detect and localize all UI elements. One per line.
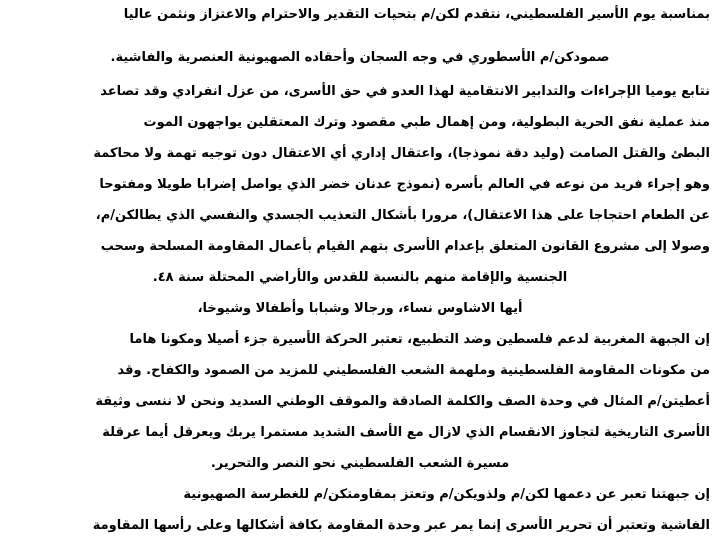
text-line-6: وهو إجراء فريد من نوعه في العالم بأسره (نموذج عدنان خضر الذي يواصل إضرابا طويلا ومفتوحا	[99, 177, 710, 192]
text-line-17: الفاشية وتعتبر أن تحرير الأسرى إنما يمر عبر وحدة المقاومة بكافة أشكالها وعلى رأسها المقاومة	[92, 518, 710, 533]
text-line-2: صمودكن/م الأسطوري في وجه السجان وأحقاده الصهيونية العنصرية والفاشية.	[110, 50, 610, 65]
text-line-16: إن جبهتنا تعبر عن دعمها لكن/م ولذويكن/م وتعتز بمقاومتكن/م للغطرسة الصهيونية	[183, 487, 710, 502]
text-line-8: وصولا إلى مشروع القانون المتعلق بإعدام الأسرى بتهم القيام بأعمال المقاومة المسلحة وسحب	[100, 239, 710, 254]
text-line-12: من مكونات المقاومة الفلسطينية وملهمة الشعب الفلسطيني للمزيد من الصمود والكفاح. وقد	[117, 363, 710, 378]
text-line-15: مسيرة الشعب الفلسطيني نحو النصر والتحرير.	[210, 456, 510, 471]
text-line-5: البطئ والقتل الصامت (وليد دقة نموذجا)، واعتقال إداري أي الاعتقال دون توجيه تهمة ولا محاكمة	[93, 146, 710, 161]
text-line-7: عن الطعام احتجاجا على هذا الاعتقال)، مرورا بأشكال التعذيب الجسدي والنفسي الذي يطالكن/م،	[95, 208, 710, 223]
text-line-14: الأسرى التاريخية لتجاوز الانقسام الذي لازال مع الأسف الشديد مستمرا يربك ويعرقل أيما عرقلة	[102, 425, 710, 440]
text-line-3: نتابع يوميا الإجراءات والتدابير الانتقامية لهذا العدو في حق الأسرى، من عزل انفرادي وقد تصاعد	[100, 84, 710, 99]
text-line-11: إن الجبهة المغربية لدعم فلسطين وضد التطبيع، تعتبر الحركة الأسيرة جزء أصيلا ومكونا هاما	[129, 332, 710, 347]
text-line-9: الجنسية والإقامة منهم بالنسبة للقدس والأراضي المحتلة سنة ٤٨.	[152, 270, 568, 285]
text-line-1: بمناسبة يوم الأسير الفلسطيني، نتقدم لكن/م بتحيات التقدير والاحترام والاعتزاز ونثمن عاليا	[123, 7, 710, 22]
text-line-4: منذ عملية نفق الحرية البطولية، ومن إهمال طبي مقصود وترك المعتقلين يواجهون الموت	[143, 115, 710, 130]
text-line-13: أعطيتن/م المثال في وحدة الصف والكلمة الصادقة والموقف الوطني السديد ونحن لا ننسى وثيقة	[95, 394, 710, 409]
text-line-10: أيها الاشاوس نساء، ورجالا وشبابا وأطفالا وشيوخا،	[197, 301, 523, 316]
